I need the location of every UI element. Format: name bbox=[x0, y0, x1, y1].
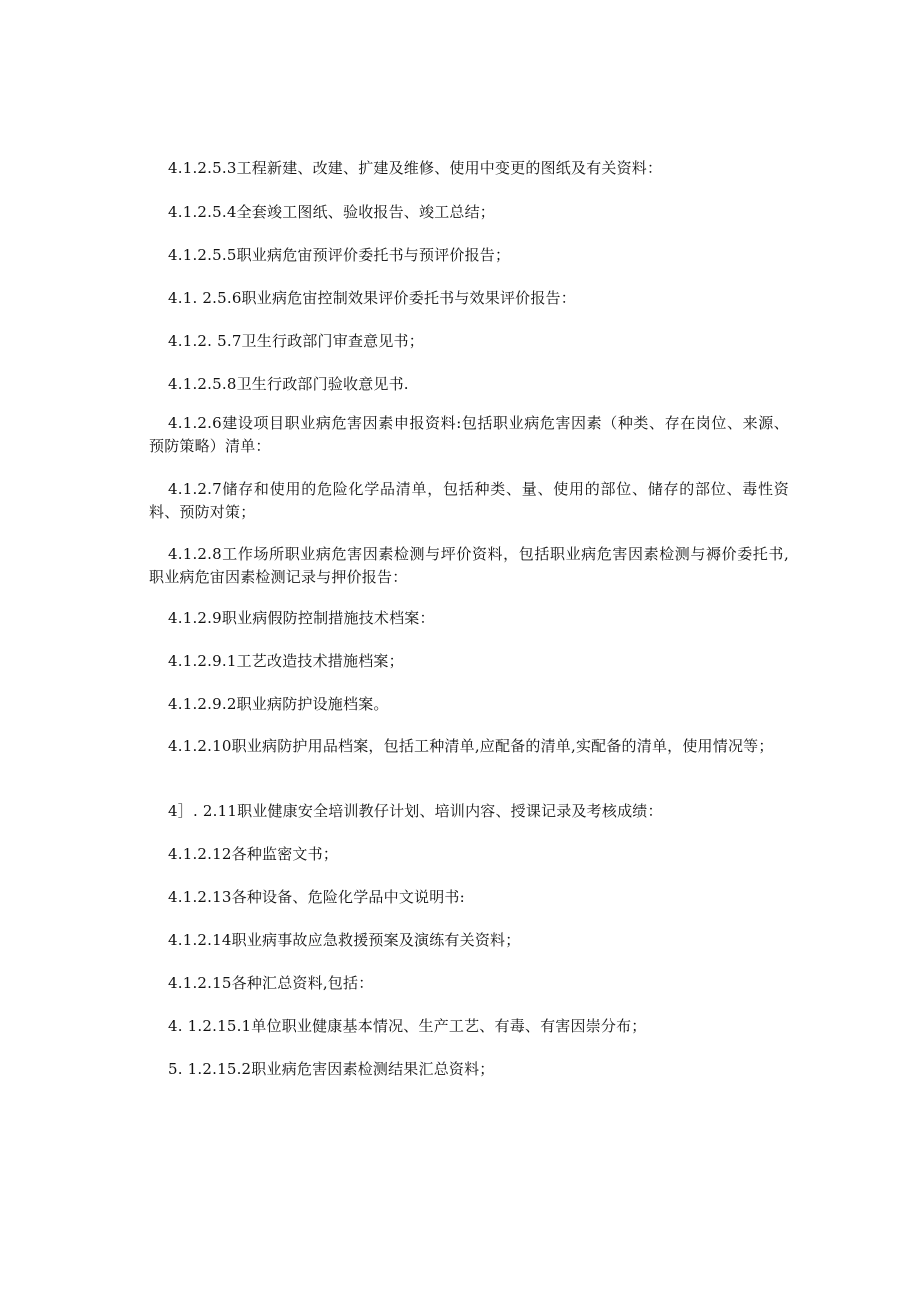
text-line: 4.1.2.9职业病假防控制措施技术档案： bbox=[168, 609, 435, 627]
text-paragraph: 4.1.2.10职业病防护用品档案，包括工种清单,应配备的清单,实配备的清单，使用情况等； bbox=[168, 737, 774, 755]
text-paragraph: 4.1.2.6建设项目职业病危害因素申报资料:包括职业病危害因素（种类、存在岗位、来源、预防策略）清单： bbox=[149, 414, 789, 455]
text-line: 4.1.2.12各种监密文书； bbox=[168, 845, 339, 863]
text-line: 4.1.2.5.4全套竣工图纸、验收报告、竣工总结； bbox=[168, 203, 495, 221]
text-line: 4.1.2.9.1工艺改造技术措施档案； bbox=[168, 652, 404, 670]
text-paragraph: 4.1.2.7储存和使用的危险化学品清单，包括种类、量、使用的部位、储存的部位、毒性资料、预防对策； bbox=[149, 480, 789, 521]
text-line: 4.1.2.5.3工程新建、改建、扩建及维修、使用中变更的图纸及有关资料： bbox=[168, 159, 663, 177]
text-line: 5. 1.2.15.2职业病危害因素检测结果汇总资料； bbox=[168, 1060, 495, 1078]
text-line: 4.1.2.5.8卫生行政部门验收意见书. bbox=[168, 375, 409, 393]
text-line: 4. 1.2.15.1单位职业健康基本情况、生产工艺、有毒、有害因崇分布； bbox=[168, 1017, 647, 1035]
text-line: 4.1.2.9.2职业病防护设施档案。 bbox=[168, 695, 389, 713]
text-line: 4.1.2.15各种汇总资料,包括： bbox=[168, 974, 374, 992]
text-line: 4.1.2.14职业病事故应急救援预案及演练有关资料； bbox=[168, 931, 521, 949]
text-paragraph: 4.1.2.8工作场所职业病危害因素检测与坪价资料，包括职业病危害因素检测与褥价委托书,职业病危宙因素检测记录与押价报告： bbox=[149, 545, 789, 586]
text-line: 4.1. 2.5.6职业病危宙控制效果评价委托书与效果评价报告： bbox=[168, 289, 576, 307]
text-line: 4.1.2.13各种设备、危险化学品中文说明书: bbox=[168, 888, 465, 906]
text-line: 4.1.2.5.5职业病危宙预评价委托书与预评价报告； bbox=[168, 246, 511, 264]
text-line: 4.1.2. 5.7卫生行政部门审查意见书； bbox=[168, 332, 424, 350]
text-line: 4］. 2.11职业健康安全培训教仔计划、培训内容、授课记录及考核成绩： bbox=[168, 802, 663, 820]
